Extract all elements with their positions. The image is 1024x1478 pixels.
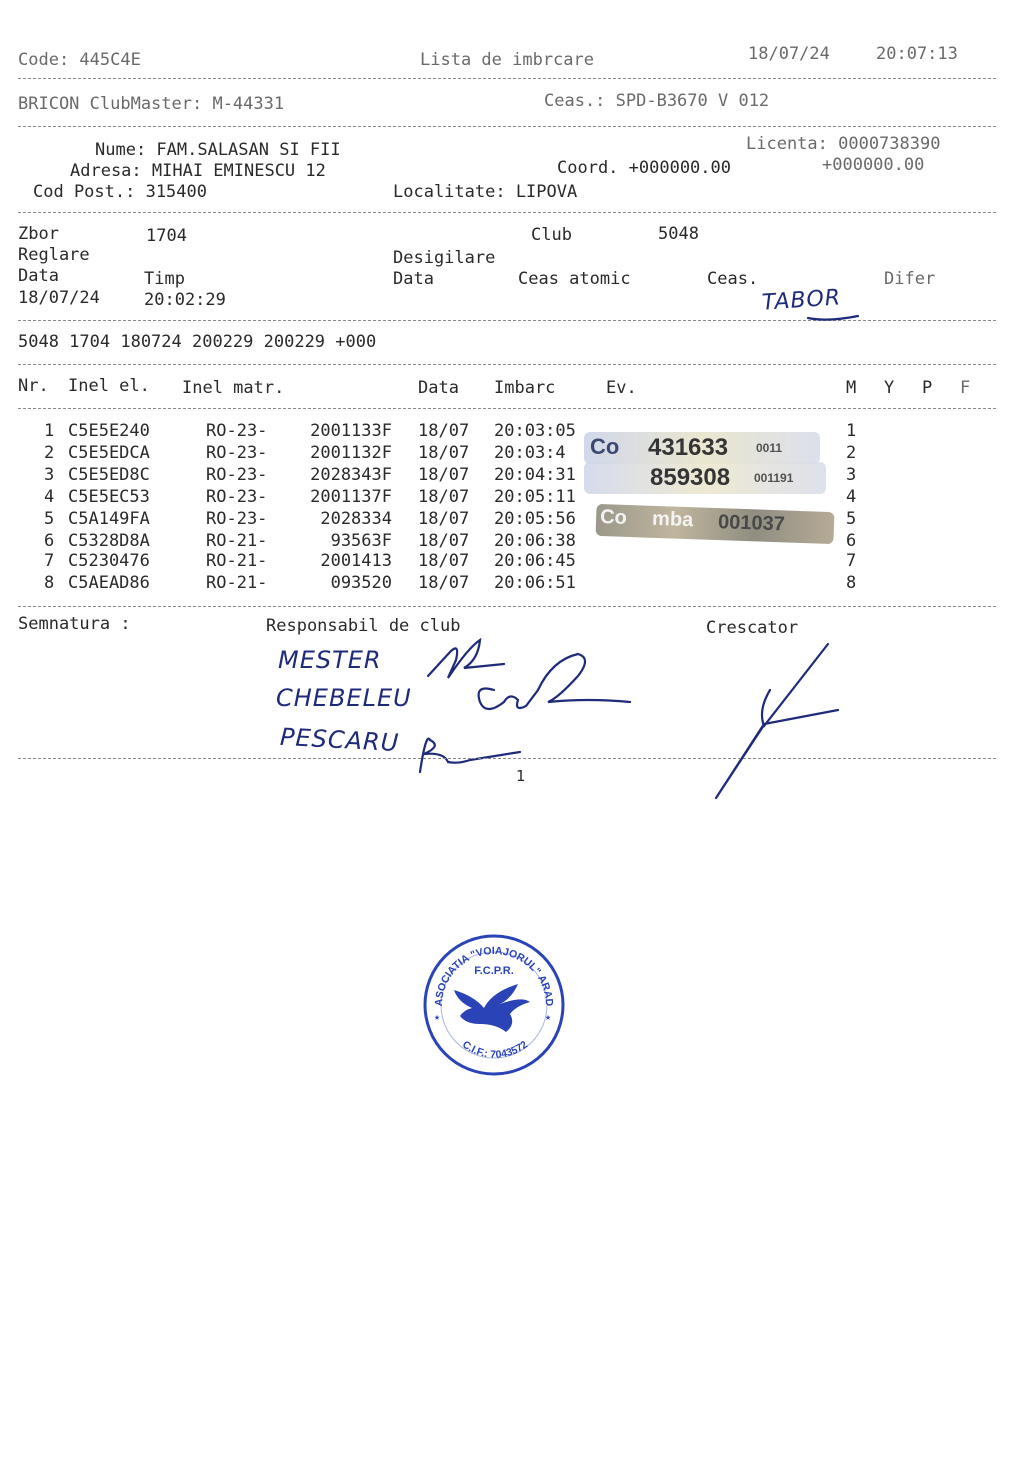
row-m: 4 xyxy=(846,487,857,507)
document-title: Lista de imbrcare xyxy=(420,50,594,70)
signature-name-3: PESCARU xyxy=(279,722,400,758)
stamp-graphic xyxy=(420,932,568,1078)
sticker-serial: 001037 xyxy=(717,511,786,536)
signature-name-1: MESTER xyxy=(278,646,382,674)
row-m: 1 xyxy=(846,421,857,441)
row-date: 18/07 xyxy=(418,421,470,441)
row-time: 20:06:45 xyxy=(494,551,576,571)
col-m: M xyxy=(846,378,857,398)
stamp-star-icon: ★ xyxy=(434,1012,441,1023)
row-number: 2 xyxy=(44,443,55,463)
electronic-ring: C5A149FA xyxy=(68,509,150,529)
col-imbarc: Imbarc xyxy=(494,378,556,398)
ring-prefix: RO-21- xyxy=(206,531,268,551)
signature-stroke-3 xyxy=(420,739,520,772)
breeder-label: Crescator xyxy=(706,618,799,638)
row-number: 1 xyxy=(44,421,55,441)
device-info: BRICON ClubMaster: M-44331 xyxy=(18,94,285,114)
sticker-prefix: Co xyxy=(599,505,628,529)
sticker-serial: 0011 xyxy=(756,441,783,455)
col-inel-el: Inel el. xyxy=(68,376,150,396)
row-date: 18/07 xyxy=(418,487,470,507)
breeder-signature-stroke xyxy=(716,644,838,798)
owner-address: Adresa: MIHAI EMINESCU 12 xyxy=(70,161,326,181)
row-number: 3 xyxy=(44,465,55,485)
ring-prefix: RO-23- xyxy=(206,509,268,529)
ring-number: 2028343F xyxy=(310,465,392,485)
col-f: F xyxy=(960,378,971,398)
row-number: 6 xyxy=(44,531,55,551)
row-m: 5 xyxy=(846,509,857,529)
row-m: 7 xyxy=(846,551,857,571)
stamp-bottom-text: C.I.F.: 7043572 xyxy=(459,1038,531,1061)
signature-stroke-1 xyxy=(428,640,504,678)
ring-prefix: RO-23- xyxy=(206,421,268,441)
timp-label: Timp xyxy=(144,269,185,289)
signature-stroke-2 xyxy=(479,654,630,709)
print-date: 18/07/24 xyxy=(748,44,830,64)
col-y: Y xyxy=(884,378,895,398)
tabor-stroke xyxy=(808,316,858,320)
row-m: 6 xyxy=(846,531,857,551)
sticker-number: 859308 xyxy=(650,464,731,491)
difference-label: Difer xyxy=(884,269,936,289)
sticker-number: 431633 xyxy=(648,434,729,461)
data-label: Data xyxy=(18,266,59,286)
desigilare-label: Desigilare xyxy=(393,248,496,268)
stamp-star-icon: ★ xyxy=(545,1012,552,1023)
electronic-ring: C5E5ED8C xyxy=(68,465,150,485)
ring-number: 2028334 xyxy=(320,509,392,529)
clock-label: Ceas. xyxy=(707,269,759,289)
ring-number: 2001413 xyxy=(320,551,392,571)
row-date: 18/07 xyxy=(418,551,470,571)
ring-prefix: RO-21- xyxy=(206,551,268,571)
regulation-time: 20:02:29 xyxy=(144,290,226,310)
stamp-middle-text: F.C.P.R. xyxy=(474,965,514,977)
row-time: 20:03:4 xyxy=(494,443,566,463)
ring-number: 2001133F xyxy=(310,421,392,441)
row-time: 20:06:38 xyxy=(494,531,576,551)
sticker-prefix: Co xyxy=(590,434,620,459)
row-m: 2 xyxy=(846,443,857,463)
electronic-ring: C5230476 xyxy=(68,551,150,571)
flight-label: Zbor xyxy=(18,224,59,244)
ring-prefix: RO-21- xyxy=(206,573,268,593)
stamp-top-text: ASOCIATIA "VOIAJORUL" ARAD xyxy=(432,944,556,1007)
row-time: 20:03:05 xyxy=(494,421,576,441)
club-number: 5048 xyxy=(658,224,699,244)
ring-number: 2001137F xyxy=(310,487,392,507)
document-code: Code: 445C4E xyxy=(18,50,141,70)
row-m: 3 xyxy=(846,465,857,485)
license: Licenta: 0000738390 xyxy=(746,134,941,154)
col-ev: Ev. xyxy=(606,378,637,398)
signature-name-2: CHEBELEU xyxy=(276,684,412,712)
reglare-label: Reglare xyxy=(18,245,90,265)
row-time: 20:06:51 xyxy=(494,573,576,593)
signature-label: Semnatura : xyxy=(18,614,131,634)
flight-number: 1704 xyxy=(146,226,187,246)
postal-code: Cod Post.: 315400 xyxy=(33,182,207,202)
print-time: 20:07:13 xyxy=(876,44,958,64)
row-number: 8 xyxy=(44,573,55,593)
row-date: 18/07 xyxy=(418,531,470,551)
row-time: 20:05:56 xyxy=(494,509,576,529)
clock-info: Ceas.: SPD-B3670 V 012 xyxy=(544,91,770,111)
ring-prefix: RO-23- xyxy=(206,465,268,485)
col-nr: Nr. xyxy=(18,376,49,396)
row-time: 20:04:31 xyxy=(494,465,576,485)
atomic-clock-label: Ceas atomic xyxy=(518,269,631,289)
row-date: 18/07 xyxy=(418,509,470,529)
row-time: 20:05:11 xyxy=(494,487,576,507)
row-date: 18/07 xyxy=(418,443,470,463)
pigeon-icon xyxy=(454,984,530,1032)
sticker-serial: 001191 xyxy=(754,471,794,485)
flight-code-line: 5048 1704 180724 200229 200229 +000 xyxy=(18,332,377,352)
row-date: 18/07 xyxy=(418,573,470,593)
row-date: 18/07 xyxy=(418,465,470,485)
owner-name: Nume: FAM.SALASAN SI FII xyxy=(95,140,341,160)
electronic-ring: C5328D8A xyxy=(68,531,150,551)
coordinates: Coord. +000000.00 xyxy=(557,158,731,178)
electronic-ring: C5E5EC53 xyxy=(68,487,150,507)
electronic-ring: C5E5E240 xyxy=(68,421,150,441)
ring-number: 093520 xyxy=(330,573,392,593)
club-label: Club xyxy=(531,225,572,245)
association-stamp xyxy=(420,932,568,1078)
ring-prefix: RO-23- xyxy=(206,443,268,463)
divider xyxy=(18,758,996,759)
page-number: 1 xyxy=(516,767,526,785)
data-label-2: Data xyxy=(393,269,434,289)
col-data: Data xyxy=(418,378,459,398)
club-responsible-label: Responsabil de club xyxy=(266,616,461,636)
coordinates-2: +000000.00 xyxy=(822,155,925,175)
handwritten-tabor: TABOR xyxy=(761,285,842,316)
regulation-date: 18/07/24 xyxy=(18,288,100,308)
sticker-number: mba xyxy=(651,507,694,532)
col-inel-matr: Inel matr. xyxy=(182,378,285,398)
ring-prefix: RO-23- xyxy=(206,487,268,507)
electronic-ring: C5AEAD86 xyxy=(68,573,150,593)
row-m: 8 xyxy=(846,573,857,593)
ring-number: 93563F xyxy=(330,531,392,551)
ring-number: 2001132F xyxy=(310,443,392,463)
locality: Localitate: LIPOVA xyxy=(393,182,578,202)
col-p: P xyxy=(922,378,933,398)
electronic-ring: C5E5EDCA xyxy=(68,443,150,463)
row-number: 4 xyxy=(44,487,55,507)
svg-text:C.I.F.: 7043572 xyxy=(460,1039,530,1061)
row-number: 5 xyxy=(44,509,55,529)
row-number: 7 xyxy=(44,551,55,571)
